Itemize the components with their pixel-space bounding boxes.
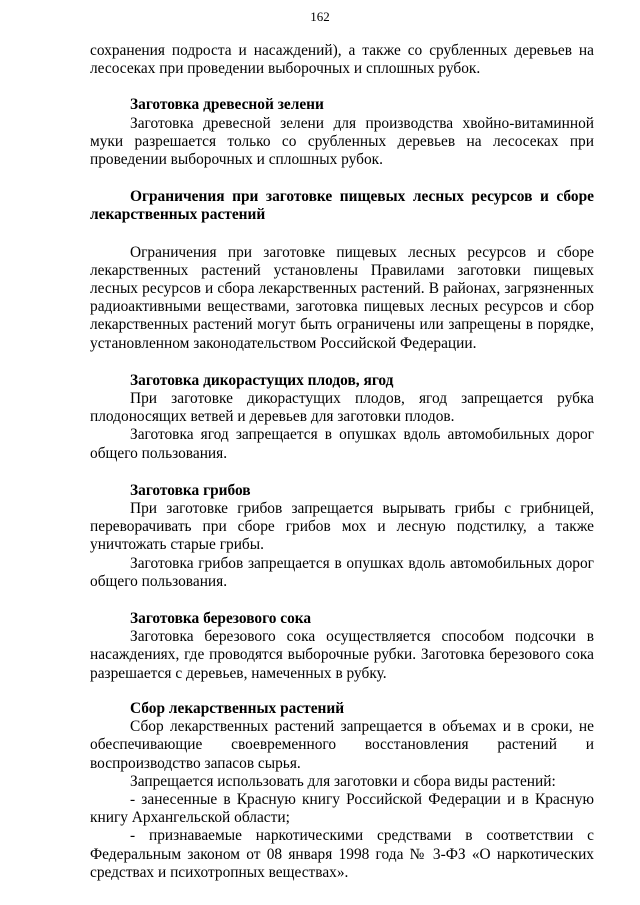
paragraph: При заготовке дикорастущих плодов, ягод запрещается рубка плодоносящих ветвей и деревьев для заготовки плодов. — [90, 390, 594, 426]
paragraph: Заготовка древесной зелени для производства хвойно-витаминной муки разрешается только со срубленных деревьев на лесосеках при проведении выборочных и сплошных рубок. — [90, 114, 594, 169]
document-body — [90, 42, 594, 882]
paragraph: Сбор лекарственных растений запрещается в объемах и в сроки, не обеспечивающие своевременного восстановления растений и воспроизводство запасов сырья. — [90, 718, 594, 772]
paragraph: Запрещается использовать для заготовки и сбора виды растений: — [130, 772, 556, 790]
heading-wild-fruits: Заготовка дикорастущих плодов, ягод — [130, 371, 394, 389]
heading-wood-greenery: Заготовка древесной зелени — [130, 96, 324, 114]
paragraph: Ограничения при заготовке пищевых лесных ресурсов и сборе лекарственных растений установлены Правилами заготовки пищевых лесных ресурсов и сбора лекарственных растений. В районах, загрязненных радиоактивными веществами, заготовка пищевых лесных ресурсов и сбор лекарственных растений могут быть ограничены или запрещены в порядке, установленном законодательством Российской Федерации. — [90, 243, 594, 352]
list-item: - занесенные в Красную книгу Российской Федерации и в Красную книгу Архангельской области; — [90, 790, 594, 827]
heading-mushrooms: Заготовка грибов — [130, 481, 251, 499]
paragraph: Заготовка грибов запрещается в опушках вдоль автомобильных дорог общего пользования. — [90, 554, 594, 590]
paragraph: Заготовка березового сока осуществляется способом подсочки в насаждениях, где проводятся выборочные рубки. Заготовка березового сока разрешается с деревьев, намеченных в рубку. — [90, 628, 594, 682]
heading-birch-sap: Заготовка березового сока — [130, 610, 312, 628]
paragraph: Заготовка ягод запрещается в опушках вдоль автомобильных дорог общего пользования. — [90, 426, 594, 462]
heading-restrictions: Ограничения при заготовке пищевых лесных ресурсов и сборе лекарственных растений — [90, 188, 594, 224]
paragraph-continuation: сохранения подроста и насаждений), а также со срубленных деревьев на лесосеках при проведении выборочных и сплошных рубок. — [90, 42, 594, 78]
paragraph: При заготовке грибов запрещается вырывать грибы с грибницей, переворачивать при сборе грибов мох и лесную подстилку, а также уничтожать старые грибы. — [90, 500, 594, 554]
heading-medicinal-plants: Сбор лекарственных растений — [130, 699, 345, 717]
page-number: 162 — [310, 9, 330, 24]
list-item: - признаваемые наркотическими средствами в соответствии с Федеральным законом от 08 января 1998 года № 3-ФЗ «О наркотических средствах и психотропных веществах». — [90, 827, 594, 881]
